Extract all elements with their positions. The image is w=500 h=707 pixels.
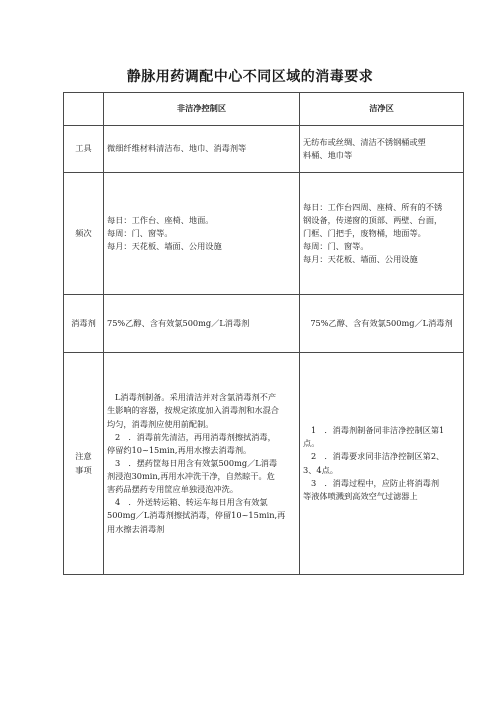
row-notes (64, 353, 464, 575)
cell-line: 1 ．消毒剂制备同非洁净控制区第1 (311, 425, 445, 436)
page-title: 静脉用药调配中心不同区域的消毒要求 (126, 69, 374, 85)
cell-line: 500mg／L消毒剂擦拭消毒，停留10~15min,再 (107, 510, 286, 521)
cell-line: 每日：工作台、座椅、地面。 (107, 214, 214, 225)
cell-line: 无纺布或丝绸、清洁不锈钢桶或塑 (303, 136, 426, 147)
notes-non-clean (104, 353, 300, 575)
row-label-notes-line2: 事项 (75, 464, 92, 475)
cell-line: 每月：天花板、墙面、公用设施 (303, 254, 418, 265)
cell-line: 用水擦去消毒剂 (107, 523, 165, 534)
row-label-tools: 工具 (64, 126, 104, 173)
cell-line: 料桶、地巾等 (303, 150, 353, 160)
row-disinfectant (64, 295, 464, 353)
frequency-clean (300, 173, 464, 295)
disinfectant-non-clean: 75%乙醇、含有效氯500mg／L消毒剂 (104, 295, 300, 353)
cell-line: 微细纤维材料清洁布、地巾、消毒剂等 (107, 143, 247, 154)
cell-line: 均匀，消毒剂应使用前配制。 (107, 418, 214, 429)
header-clean-zone: 洁净区 (300, 93, 464, 126)
cell-line: 3 ．消毒过程中，应防止将消毒剂 (311, 477, 440, 488)
cell-line: 2 ．消毒前先清洁，再用消毒剂擦拭消毒， (115, 431, 276, 442)
cell-line: 每日：工作台四周、座椅、所有的不锈 (303, 201, 443, 212)
notes-clean (300, 353, 464, 575)
cell-line: 门框、门把手，废物桶，地面等。 (303, 227, 426, 238)
cell-line: 2 ．消毒要求同非洁净控制区第2、 (311, 451, 445, 462)
row-tools (64, 126, 464, 173)
row-label-notes (64, 353, 104, 575)
row-label-frequency: 频次 (64, 173, 104, 295)
cell-line: 每月：天花板、墙面、公用设施 (107, 241, 222, 252)
cell-line: 3、4点。 (303, 464, 338, 475)
tools-clean (300, 126, 464, 173)
header-empty-cell (64, 93, 104, 126)
cell-line: 每周：门、窗等。 (303, 241, 369, 252)
table-header-row (64, 93, 464, 126)
cell-line: 剂浸泡30min,再用水冲洗干净，自然晾干。危 (107, 471, 275, 482)
row-frequency (64, 173, 464, 295)
header-non-clean-zone: 非洁净控制区 (104, 93, 300, 126)
row-label-disinfectant: 消毒剂 (64, 295, 104, 353)
disinfectant-clean: 75%乙醇、含有效氯500mg／L消毒剂 (300, 295, 464, 353)
cell-line: 4 ．外送转运箱、转运车每日用含有效氯 (115, 497, 268, 508)
frequency-non-clean (104, 173, 300, 295)
cell-line: L消毒剂制备。采用清洁并对含氯消毒剂不产 (115, 392, 277, 403)
cell-line: 生影响的容器，按规定浓度加入消毒剂和水混合 (107, 405, 279, 416)
tools-non-clean (104, 126, 300, 173)
cell-line: 点。 (303, 438, 320, 449)
cell-line: 钢设备，传递窗的顶部、两壁、台面， (303, 214, 443, 225)
cell-line: 停留约10~15min,再用水擦去消毒剂。 (107, 444, 252, 455)
row-label-notes-line1: 注意 (75, 451, 92, 462)
cell-line: 害药品摆药专用筐应单独浸泡冲洗。 (107, 484, 239, 495)
cell-line: 3 ．摆药筐每日用含有效氯500mg／L消毒 (115, 457, 278, 468)
cell-line: 每周：门、窗等。 (107, 227, 173, 238)
disinfection-table (63, 92, 464, 575)
cell-line: 等液体喷溅到高效空气过滤器上 (303, 490, 418, 501)
